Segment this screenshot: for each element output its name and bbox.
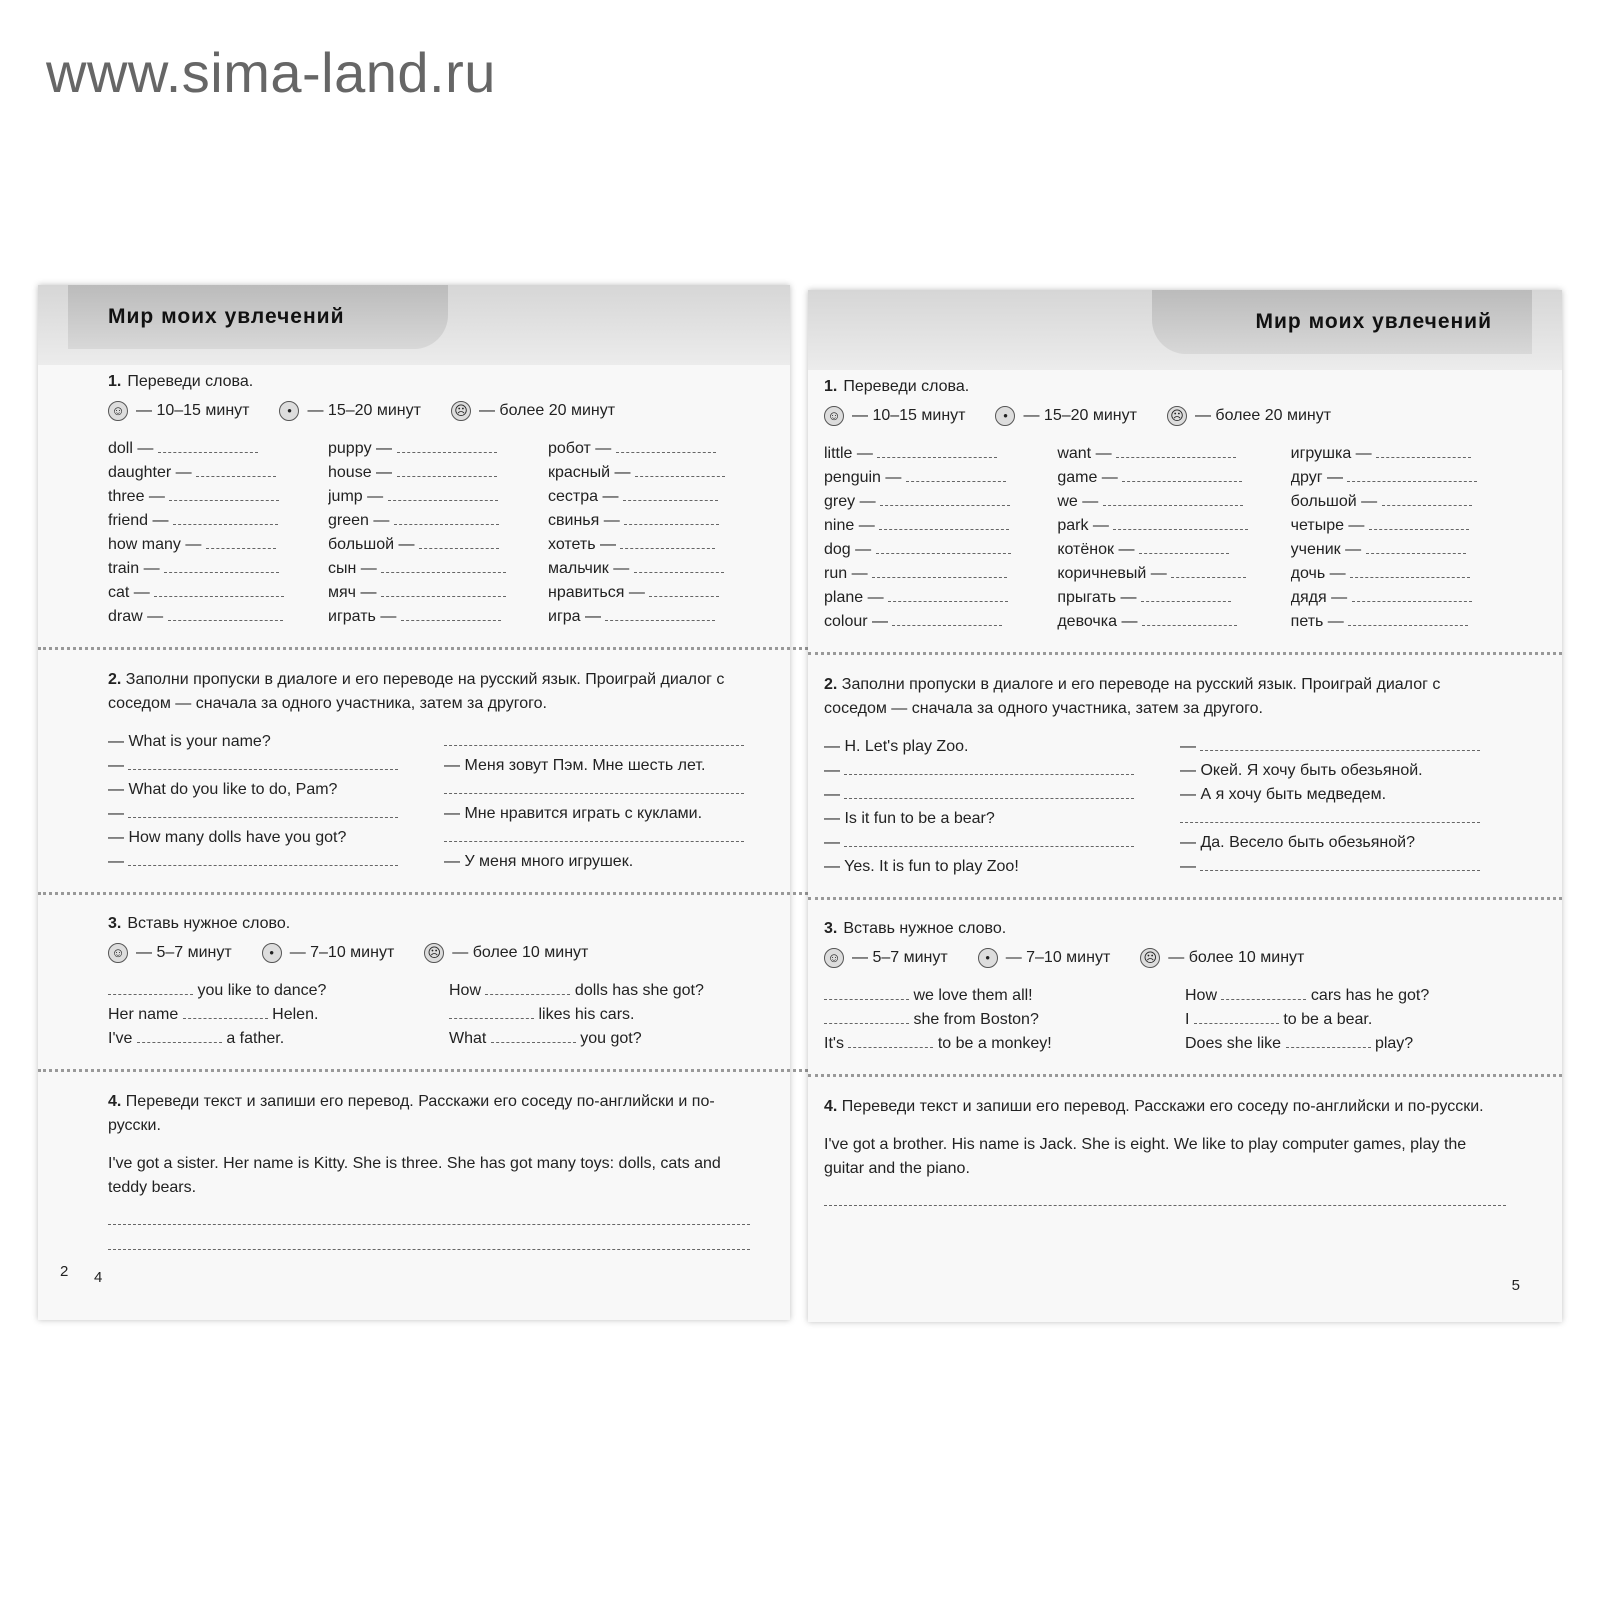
vocab-item[interactable]: мальчик — bbox=[548, 557, 750, 581]
dialog-line[interactable]: — bbox=[108, 754, 414, 778]
fill-line[interactable]: likes his cars. bbox=[449, 1003, 750, 1027]
dotted-separator bbox=[808, 1074, 1562, 1077]
task-1-timing: ☺ — 10–15 минут • — 15–20 минут ☹ — более 20 минут bbox=[108, 401, 750, 421]
vocab-item[interactable]: мяч — bbox=[328, 581, 530, 605]
fill-line[interactable]: How dolls has she got? bbox=[449, 982, 704, 999]
vocab-item[interactable]: прыгать — bbox=[1057, 586, 1272, 610]
page-number-outer: 2 bbox=[60, 1263, 69, 1280]
dialog-line: — Мне нравится играть с куклами. bbox=[444, 805, 703, 822]
sad-face-icon: ☹ bbox=[1167, 406, 1187, 426]
vocab-item[interactable]: nine — bbox=[824, 514, 1039, 538]
task-4-title: 4. Переведи текст и запиши его перевод. Расскажи его соседу по-английски и по-русски. bbox=[824, 1098, 1484, 1115]
dialog-line: — Yes. It is fun to play Zoo! bbox=[824, 858, 1019, 875]
vocab-item[interactable]: run — bbox=[824, 562, 1039, 586]
dotted-separator bbox=[38, 647, 820, 650]
vocab-item[interactable]: нравиться — bbox=[548, 581, 750, 605]
vocab-item[interactable]: train — bbox=[108, 557, 310, 581]
sad-face-icon: ☹ bbox=[1140, 948, 1160, 968]
watermark: www.sima-land.ru bbox=[46, 41, 496, 104]
smile-face-icon: ☺ bbox=[824, 406, 844, 426]
answer-line[interactable] bbox=[108, 1204, 750, 1225]
dialog-line[interactable] bbox=[1180, 807, 1506, 831]
task-1-title: 1. Переведи слова. bbox=[824, 378, 970, 395]
task-1-title: 1. Переведи слова. bbox=[108, 373, 254, 390]
vocab-item[interactable]: colour — bbox=[824, 610, 1039, 634]
fill-line[interactable]: Does she like play? bbox=[1185, 1035, 1414, 1052]
task-3-title: 3. Вставь нужное слово. bbox=[824, 920, 1007, 937]
answer-line[interactable] bbox=[108, 1229, 750, 1250]
dialog-line[interactable]: — bbox=[108, 850, 414, 874]
vocab-item[interactable]: three — bbox=[108, 485, 310, 509]
dialog-line[interactable]: — bbox=[824, 759, 1150, 783]
dialog-line: — What is your name? bbox=[108, 733, 271, 750]
vocab-item[interactable]: коричневый — bbox=[1057, 562, 1272, 586]
dialog-line[interactable]: — bbox=[1180, 735, 1506, 759]
dialog-grid bbox=[824, 735, 1506, 879]
fill-line[interactable]: I've a father. bbox=[108, 1030, 285, 1047]
dialog-line: — Меня зовут Пэм. Мне шесть лет. bbox=[444, 757, 706, 774]
smile-face-icon: ☺ bbox=[108, 943, 128, 963]
vocab-item[interactable]: сын — bbox=[328, 557, 530, 581]
dialog-line[interactable] bbox=[444, 730, 750, 754]
fill-line[interactable]: I to be a bear. bbox=[1185, 1011, 1373, 1028]
dotted-separator bbox=[808, 897, 1562, 900]
vocab-item[interactable]: cat — bbox=[108, 581, 310, 605]
vocab-grid bbox=[108, 437, 750, 629]
neutral-face-icon: • bbox=[978, 948, 998, 968]
vocab-item[interactable]: penguin — bbox=[824, 466, 1039, 490]
vocab-item[interactable]: красный — bbox=[548, 461, 750, 485]
vocab-item[interactable]: want — bbox=[1057, 442, 1272, 466]
dialog-line[interactable] bbox=[444, 778, 750, 802]
vocab-item[interactable]: game — bbox=[1057, 466, 1272, 490]
left-page bbox=[38, 285, 790, 1320]
vocab-item[interactable]: house — bbox=[328, 461, 530, 485]
vocab-grid bbox=[824, 442, 1506, 634]
task-4-title: 4. Переведи текст и запиши его перевод. Расскажи его соседу по-английски и по-русски. bbox=[108, 1093, 715, 1134]
fill-line[interactable]: How cars has he got? bbox=[1185, 987, 1430, 1004]
dialog-line: — H. Let's play Zoo. bbox=[824, 738, 969, 755]
vocab-item[interactable]: девочка — bbox=[1057, 610, 1272, 634]
dialog-line: — Да. Весело быть обезьяной? bbox=[1180, 834, 1415, 851]
vocab-item[interactable]: how many — bbox=[108, 533, 310, 557]
vocab-item[interactable]: большой — bbox=[328, 533, 530, 557]
dialog-line[interactable]: — bbox=[108, 802, 414, 826]
vocab-item[interactable]: четыре — bbox=[1291, 514, 1506, 538]
vocab-item[interactable]: doll — bbox=[108, 437, 310, 461]
vocab-item[interactable]: jump — bbox=[328, 485, 530, 509]
smile-face-icon: ☺ bbox=[824, 948, 844, 968]
vocab-item[interactable]: большой — bbox=[1291, 490, 1506, 514]
dialog-line: — What do you like to do, Pam? bbox=[108, 781, 338, 798]
smile-face-icon: ☺ bbox=[108, 401, 128, 421]
fill-line[interactable]: she from Boston? bbox=[824, 1008, 1145, 1032]
sad-face-icon: ☹ bbox=[424, 943, 444, 963]
vocab-item[interactable]: park — bbox=[1057, 514, 1272, 538]
dialog-grid bbox=[108, 730, 750, 874]
answer-line[interactable] bbox=[824, 1185, 1506, 1206]
dialog-line: — А я хочу быть медведем. bbox=[1180, 786, 1387, 803]
dotted-separator bbox=[808, 652, 1562, 655]
vocab-item[interactable]: робот — bbox=[548, 437, 750, 461]
sad-face-icon: ☹ bbox=[451, 401, 471, 421]
task-3-timing: ☺ — 5–7 минут • — 7–10 минут ☹ — более 10 минут bbox=[824, 948, 1506, 968]
section-title: Мир моих увлечений bbox=[1152, 290, 1532, 354]
dialog-line[interactable]: — bbox=[1180, 855, 1506, 879]
vocab-item[interactable]: ученик — bbox=[1291, 538, 1506, 562]
fill-line[interactable]: you like to dance? bbox=[108, 979, 409, 1003]
page-number: 4 bbox=[94, 1269, 103, 1286]
right-page bbox=[808, 290, 1562, 1322]
fill-line[interactable]: What you got? bbox=[449, 1030, 642, 1047]
vocab-item[interactable]: дочь — bbox=[1291, 562, 1506, 586]
vocab-item[interactable]: дядя — bbox=[1291, 586, 1506, 610]
section-title: Мир моих увлечений bbox=[68, 285, 448, 349]
dialog-line[interactable]: — bbox=[824, 783, 1150, 807]
vocab-item[interactable]: plane — bbox=[824, 586, 1039, 610]
vocab-item[interactable]: петь — bbox=[1291, 610, 1506, 634]
fill-line[interactable]: Her name Helen. bbox=[108, 1006, 319, 1023]
vocab-item[interactable]: grey — bbox=[824, 490, 1039, 514]
vocab-item[interactable]: friend — bbox=[108, 509, 310, 533]
left-content bbox=[108, 371, 750, 1250]
vocab-item[interactable]: игрушка — bbox=[1291, 442, 1506, 466]
vocab-item[interactable]: друг — bbox=[1291, 466, 1506, 490]
vocab-item[interactable]: dog — bbox=[824, 538, 1039, 562]
page-number: 5 bbox=[1511, 1277, 1520, 1294]
vocab-item[interactable]: little — bbox=[824, 442, 1039, 466]
task-4-text: I've got a sister. Her name is Kitty. She is three. She has got many toys: dolls, cats and teddy bears. bbox=[108, 1155, 721, 1196]
neutral-face-icon: • bbox=[262, 943, 282, 963]
vocab-item[interactable]: играть — bbox=[328, 605, 530, 629]
right-content bbox=[824, 376, 1506, 1206]
neutral-face-icon: • bbox=[995, 406, 1015, 426]
task-3-timing: ☺ — 5–7 минут • — 7–10 минут ☹ — более 10 минут bbox=[108, 943, 750, 963]
vocab-item[interactable]: игра — bbox=[548, 605, 750, 629]
task-3-title: 3. Вставь нужное слово. bbox=[108, 915, 291, 932]
vocab-item[interactable]: хотеть — bbox=[548, 533, 750, 557]
task-1-timing: ☺ — 10–15 минут • — 15–20 минут ☹ — более 20 минут bbox=[824, 406, 1506, 426]
dotted-separator bbox=[38, 1069, 820, 1072]
vocab-item[interactable]: green — bbox=[328, 509, 530, 533]
dialog-line: — У меня много игрушек. bbox=[444, 853, 634, 870]
dialog-line: — Is it fun to be a bear? bbox=[824, 810, 995, 827]
fill-line[interactable]: we love them all! bbox=[824, 984, 1145, 1008]
dialog-line: — Окей. Я хочу быть обезьяной. bbox=[1180, 762, 1423, 779]
neutral-face-icon: • bbox=[279, 401, 299, 421]
vocab-item[interactable]: сестра — bbox=[548, 485, 750, 509]
vocab-item[interactable]: draw — bbox=[108, 605, 310, 629]
fill-grid bbox=[824, 984, 1506, 1056]
dialog-line[interactable]: — bbox=[824, 831, 1150, 855]
task-2-title: 2. Заполни пропуски в диалоге и его переводе на русский язык. Проиграй диалог с соседом — сначала за одного участника, затем за другого. bbox=[824, 676, 1441, 717]
vocab-item[interactable]: котёнок — bbox=[1057, 538, 1272, 562]
fill-line[interactable]: It's to be a monkey! bbox=[824, 1035, 1052, 1052]
fill-grid bbox=[108, 979, 750, 1051]
vocab-item[interactable]: puppy — bbox=[328, 437, 530, 461]
dotted-separator bbox=[38, 892, 820, 895]
dialog-line[interactable] bbox=[444, 826, 750, 850]
vocab-item[interactable]: we — bbox=[1057, 490, 1272, 514]
task-4-text: I've got a brother. His name is Jack. She is eight. We like to play computer games, play the guitar and the piano. bbox=[824, 1136, 1467, 1177]
task-2-title: 2. Заполни пропуски в диалоге и его переводе на русский язык. Проиграй диалог с соседом — сначала за одного участника, затем за другого. bbox=[108, 671, 725, 712]
vocab-item[interactable]: daughter — bbox=[108, 461, 310, 485]
dialog-line: — How many dolls have you got? bbox=[108, 829, 347, 846]
vocab-item[interactable]: свинья — bbox=[548, 509, 750, 533]
